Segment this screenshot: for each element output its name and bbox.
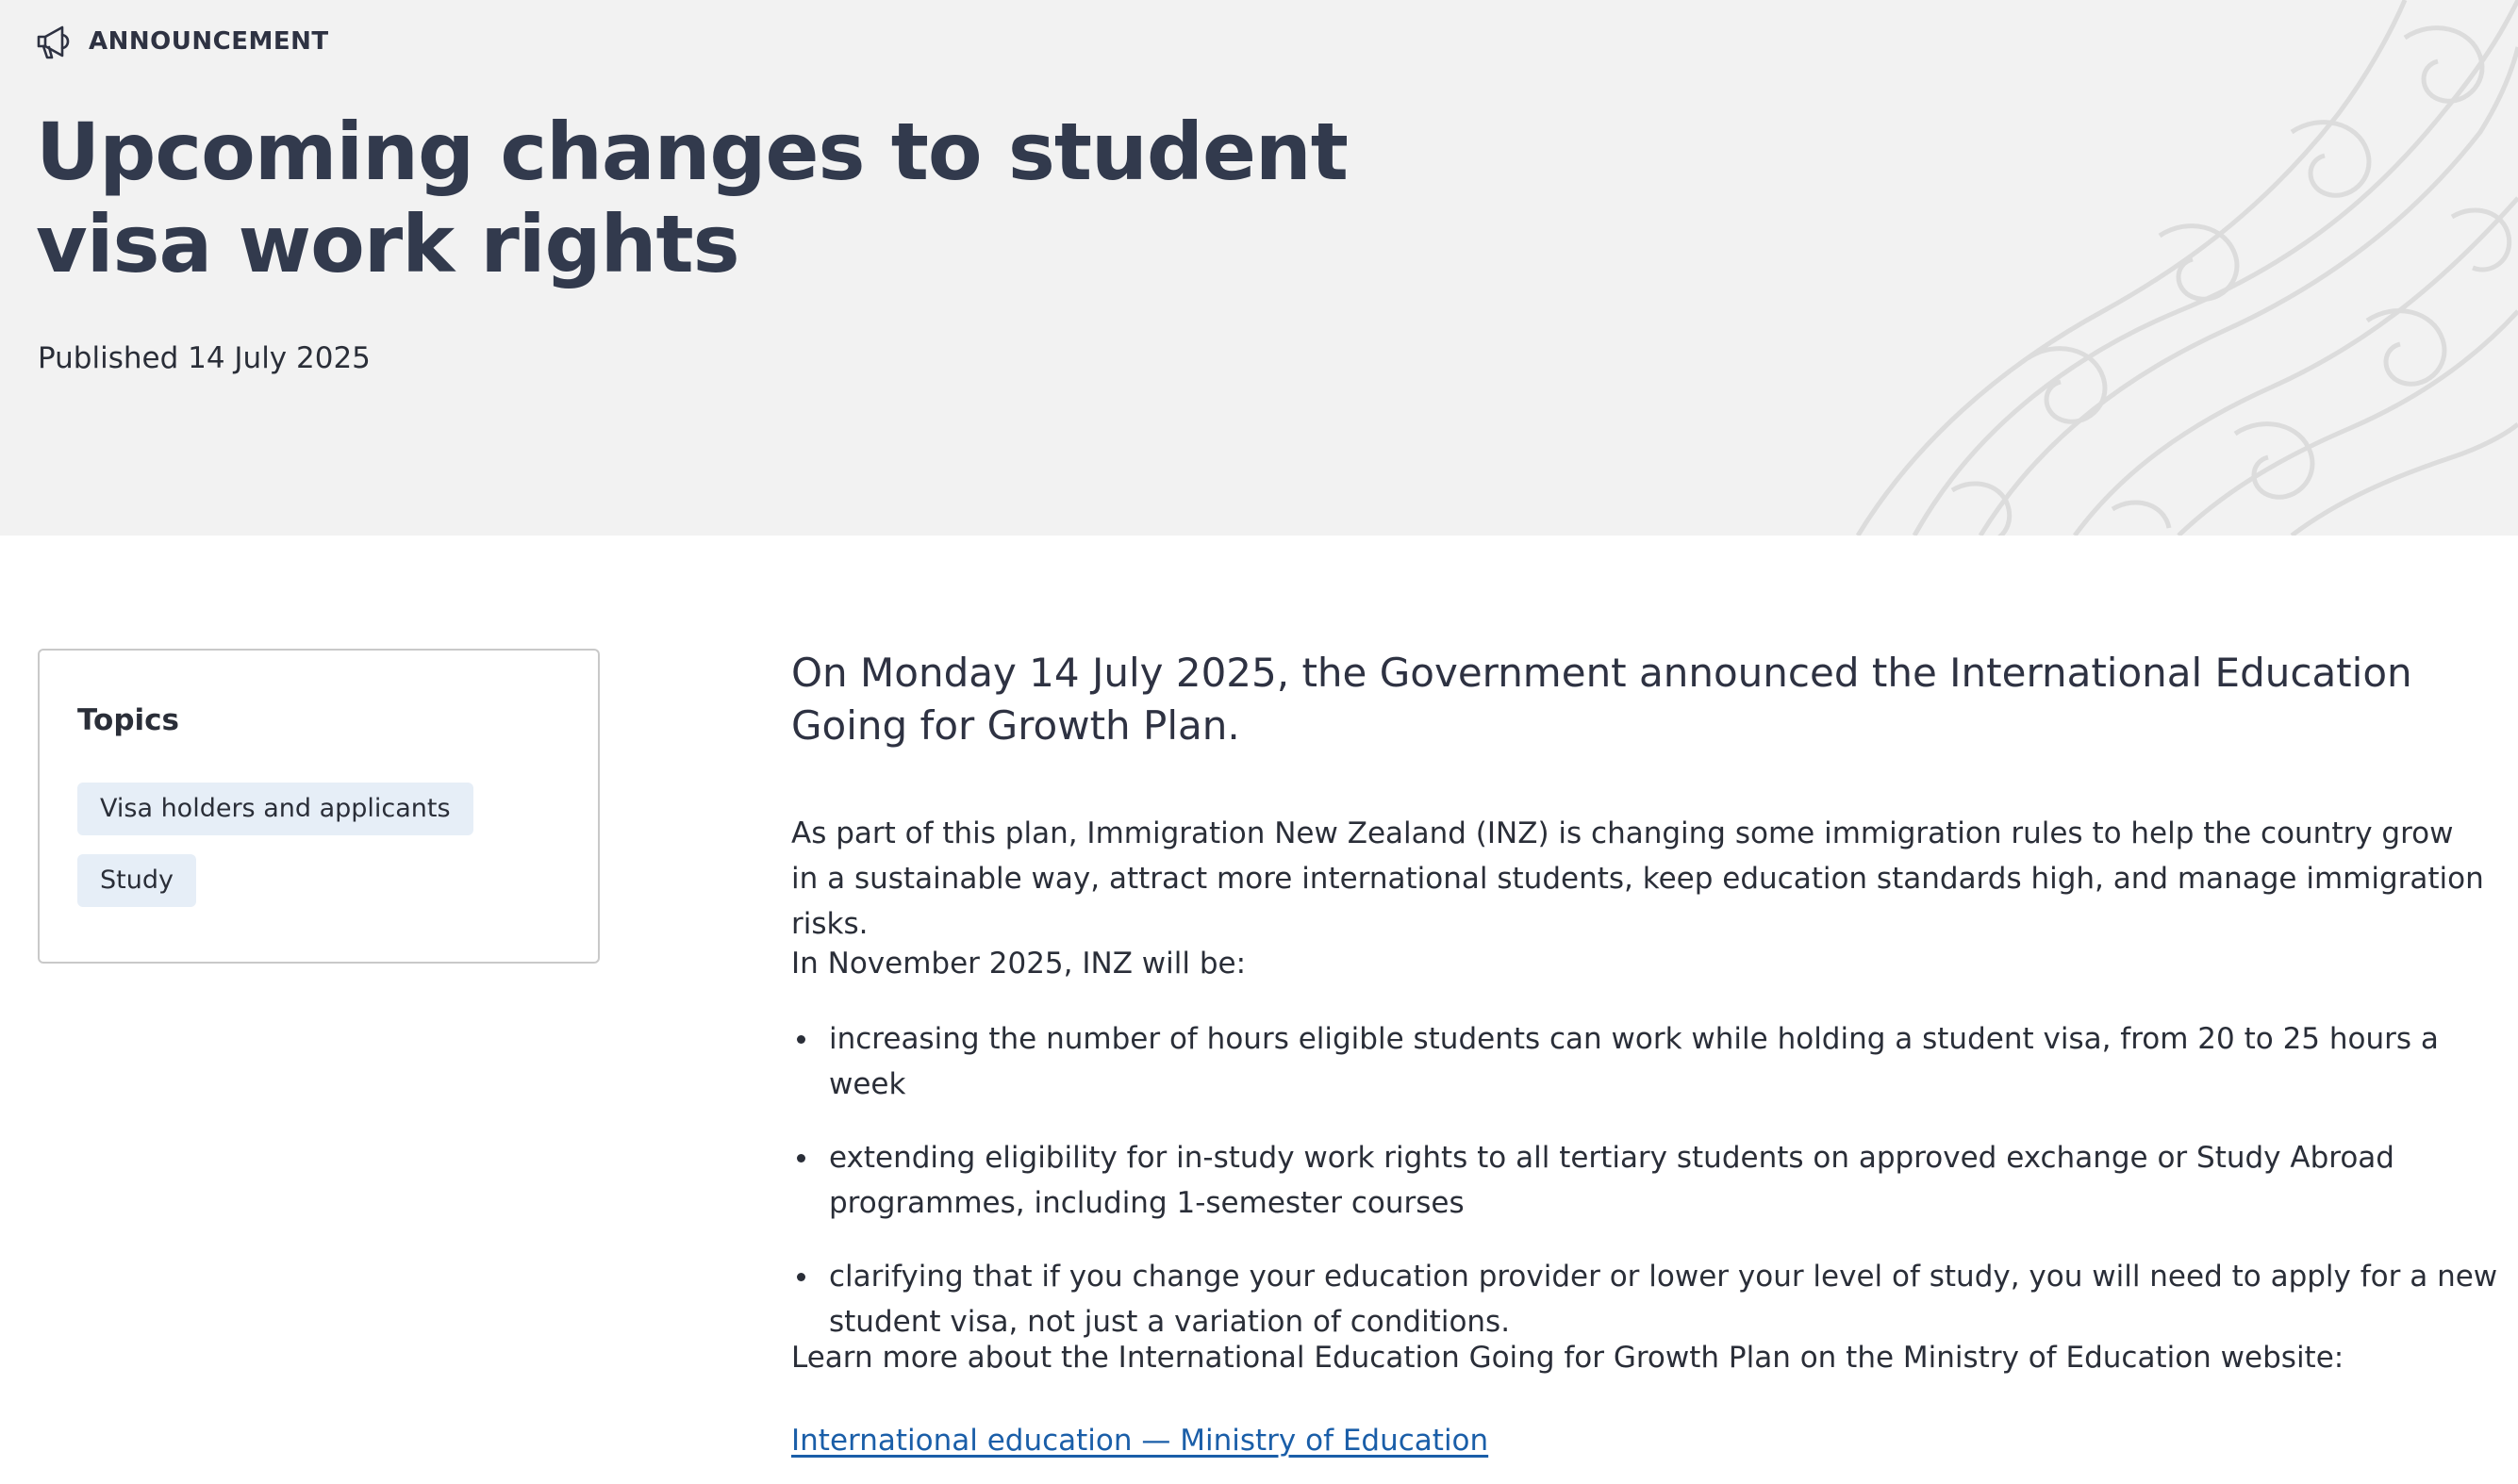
announcement-label xyxy=(34,21,329,62)
topics-panel xyxy=(38,649,600,964)
article-body xyxy=(791,647,2498,1458)
list-item: clarifying that if you change your education provider or lower your level of study, you will need to apply for a new student visa, not just a variation of conditions. xyxy=(791,1254,2498,1344)
article-paragraph: As part of this plan, Immigration New Zealand (INZ) is changing some immigration rules to help the country grow in a sustainable way, attract more international students, keep education standards high, and manage immigration risks. xyxy=(791,816,2484,941)
hero-banner xyxy=(0,0,2518,536)
megaphone-icon xyxy=(34,21,75,62)
topic-tag-visa-holders[interactable]: Visa holders and applicants xyxy=(77,783,473,835)
published-date: Published 14 July 2025 xyxy=(38,341,371,375)
category-label: ANNOUNCEMENT xyxy=(89,27,329,56)
list-item: extending eligibility for in-study work rights to all tertiary students on approved exchange or Study Abroad programmes, including 1-semester courses xyxy=(791,1135,2498,1226)
topic-tag-study[interactable]: Study xyxy=(77,854,196,907)
article-lead: On Monday 14 July 2025, the Government announced the International Education Going for Growth Plan. xyxy=(791,650,2412,749)
list-item: increasing the number of hours eligible students can work while holding a student visa, from 20 to 25 hours a week xyxy=(791,1016,2498,1107)
ministry-of-education-link[interactable]: International education — Ministry of Education xyxy=(791,1424,1489,1458)
article-paragraph: Learn more about the International Education Going for Growth Plan on the Ministry of Education website: xyxy=(791,1341,2344,1375)
koru-pattern-decoration xyxy=(1839,0,2518,536)
page-title: Upcoming changes to student visa work rights xyxy=(36,106,1348,290)
topics-heading: Topics xyxy=(77,703,179,737)
article-paragraph: In November 2025, INZ will be: xyxy=(791,947,1247,981)
changes-list xyxy=(791,1016,2498,1373)
